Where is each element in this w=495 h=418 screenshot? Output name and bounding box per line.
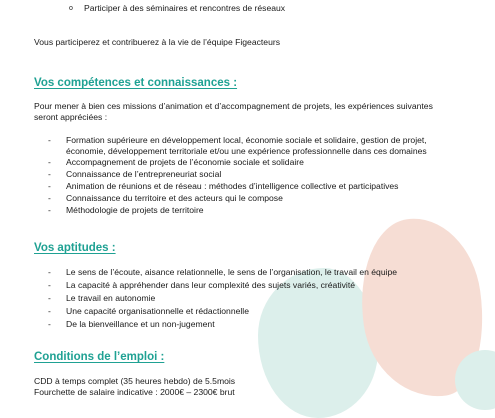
competences-intro-line-1: Pour mener à bien ces missions d’animation et d’accompagnement de projets, les expériences suivantes: [34, 101, 433, 111]
conditions-line: CDD à temps complet (35 heures hebdo) de 5.5mois: [34, 376, 236, 386]
conditions-line: Fourchette de salaire indicative : 2000€ – 2300€ brut: [34, 387, 235, 397]
dash-bullet-icon: -: [48, 306, 51, 316]
dash-bullet-icon: -: [48, 205, 51, 215]
competences-heading: Vos compétences et connaissances :: [34, 77, 238, 89]
conditions-heading: Conditions de l’emploi :: [34, 351, 165, 363]
aptitudes-heading: Vos aptitudes :: [34, 242, 116, 254]
dash-bullet-icon: -: [48, 181, 51, 191]
aptitude-item: Une capacité organisationnelle et rédactionnelle: [66, 306, 249, 316]
competence-item-continued: économie, développement territoriale et/ou une expérience professionnelle dans ces domaines: [66, 146, 427, 156]
dash-bullet-icon: -: [48, 169, 51, 179]
aptitude-item: Le travail en autonomie: [66, 293, 156, 303]
competence-item: Connaissance de l’entrepreneuriat social: [66, 169, 222, 179]
aptitude-item: Le sens de l’écoute, aisance relationnelle, le sens de l’organisation, le travail en équipe: [66, 267, 398, 277]
team-line: Vous participerez et contribuerez à la vie de l’équipe Figeacteurs: [34, 37, 281, 47]
dash-bullet-icon: -: [48, 157, 51, 167]
competences-intro-line-2: seront appréciées :: [34, 112, 108, 122]
aptitude-item: De la bienveillance et un non-jugement: [66, 319, 215, 329]
aptitude-item: La capacité à appréhender dans leur complexité des sujets variés, créativité: [66, 280, 356, 290]
dash-bullet-icon: -: [48, 267, 51, 277]
dash-bullet-icon: -: [48, 135, 51, 145]
competence-item: Formation supérieure en développement local, économie sociale et solidaire, gestion de projet,: [66, 135, 427, 145]
dash-bullet-icon: -: [48, 193, 51, 203]
dash-bullet-icon: -: [48, 319, 51, 329]
circle-bullet-icon: o: [69, 5, 73, 12]
dash-bullet-icon: -: [48, 293, 51, 303]
dash-bullet-icon: -: [48, 280, 51, 290]
competence-item: Connaissance du territoire et des acteurs qui le compose: [66, 193, 283, 203]
intro-bullet-text: Participer à des séminaires et rencontres de réseaux: [84, 3, 286, 13]
competence-item: Animation de réunions et de réseau : méthodes d’intelligence collective et participatives: [66, 181, 399, 191]
competence-item: Méthodologie de projets de territoire: [66, 205, 204, 215]
competence-item: Accompagnement de projets de l’économie sociale et solidaire: [66, 157, 304, 167]
